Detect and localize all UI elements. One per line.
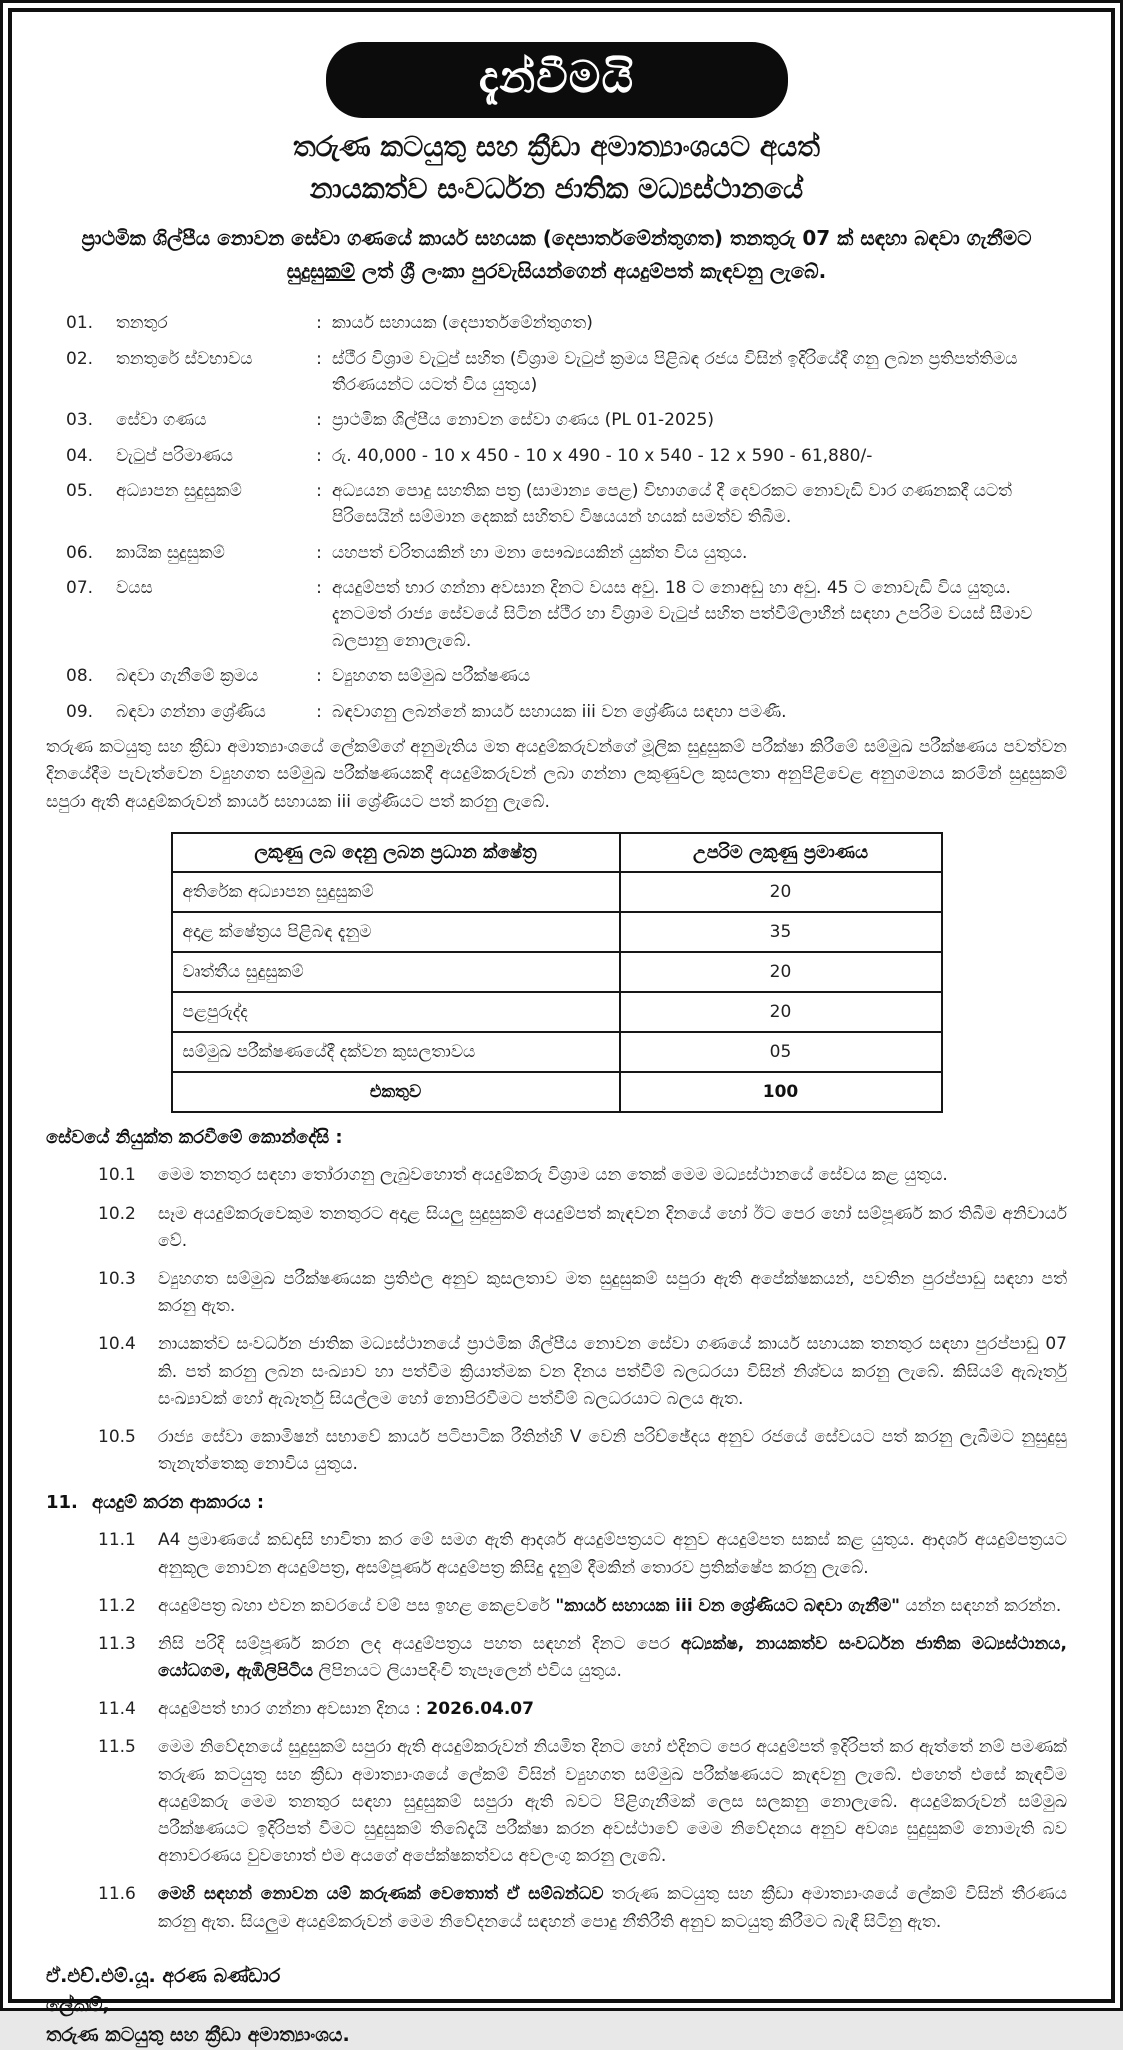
condition-text: මෙම තනතුර සඳහා තෝරාගනු ලැබුවහොත් අයදුම්කරු විශ්‍රාම යන තෙක් මෙම මධ්‍යස්ථානයේ සේවය කළ යුතුය. — [158, 1165, 948, 1186]
spec-row-education — [66, 478, 1067, 531]
spec-colon: : — [316, 313, 322, 334]
spec-number: 04. — [66, 445, 94, 466]
apply-section-number: 11. — [46, 1492, 78, 1514]
condition-text: රාජ්‍ය සේවා කොමිෂන් සභාවේ කාර්ය පටිපාටික රීතින්හි V වෙනි පරිච්ඡේදය අනුව රජයේ සේවයට පත් කරනු ලැබීමට නුසුදුසු තැනැත්තෙකු නොවිය යුතුය. — [158, 1426, 1067, 1475]
table-row — [172, 912, 942, 952]
apply-item-text: මෙහි සඳහන් නොවන යම් කරුණක් වෙතොත් ඒ සම්බන්ධව තරුණ කටයුතු සහ ක්‍රීඩා අමාත්‍යාංශයේ ලේකම් විසින් තීරණය කරනු ඇත. සියලුම අයදුම්කරුවන් මෙම නිවේදනයේ සඳහන් පොදු නීතිරීති අනුව කටයුතු කිරීමට බැඳී සිටිනු ඇත. — [158, 1884, 1067, 1932]
condition-number: 10.4 — [98, 1334, 136, 1355]
spec-value: ව්‍යුහගත සම්මුඛ පරීක්ෂණය — [332, 666, 531, 687]
spec-number: 05. — [66, 481, 94, 502]
apply-item — [98, 1734, 1067, 1870]
spec-value: අධ්‍යයන පොදු සහතික පත්‍ර (සාමාන්‍ය පෙළ) විභාගයේ දී දෙවරකට නොවැඩි වාර ගණනකදී යටත් පිරිසෙයින් සම්මාන දෙකක් සහිතව විෂයයන් හයක් සමත්ව තිබීම. — [332, 481, 1012, 528]
apply-instructions-list — [46, 1527, 1067, 1935]
spec-number: 07. — [66, 578, 94, 599]
spec-row-recruitment-method — [66, 663, 1067, 689]
condition-number: 10.1 — [98, 1165, 136, 1186]
marks-table-col1-header: ලකුණු ලබ දෙනු ලබන ප්‍රධාන ක්ෂේත්‍ර — [172, 833, 620, 872]
spec-row-age — [66, 575, 1067, 654]
spec-label: අධ්‍යාපන සුදුසුකම් — [116, 481, 242, 502]
spec-number: 09. — [66, 701, 94, 722]
marks-value: 20 — [620, 872, 942, 912]
spec-number: 02. — [66, 348, 94, 369]
apply-item-text: අයදුම්පත්‍ර බහා එවන කවරයේ වම් පස ඉහළ කෙළවරේ "කාර්ය සහායක iii වන ශ්‍රේණියට බඳවා ගැනීම" යන්න සඳහන් කරන්න. — [158, 1595, 1062, 1616]
apply-item-text: නිසි පරිදි සම්පූර්ණ කරන ලද අයදුම්පත්‍රය පහත සඳහන් දිනට පෙර අධ්‍යක්ෂ, නායකත්ව සංවර්ධන ජාතික මධ්‍යස්ථානය, යෝධගම, ඇඹිලිපිටිය ලිපිනයට ලියාපදිංචි තැපෑලෙන් එවිය යුතුය. — [158, 1633, 1067, 1682]
marks-table-col2-header: උපරිම ලකුණු ප්‍රමාණය — [620, 833, 942, 872]
apply-section-heading-row — [46, 1492, 1067, 1513]
apply-item-text: අයදුම්පත් භාර ගන්නා අවසාන දිනය : 2026.04.07 — [158, 1699, 534, 1720]
apply-item-text: A4 ප්‍රමාණයේ කඩදාසි භාවිතා කර මේ සමග ඇති ආදර්ශ අයදුම්පත්‍රයට අනුව අයදුම්පත සකස් කළ යුතුය. ආදර්ශ අයදුම්පත්‍රයට අනුකූල නොවන අයදුම්පත්‍ර, අසම්පූර්ණ අයදුම්පත්‍ර කිසිදු දැනුම් දීමකින් තොරව ප්‍රතික්ෂේප කරනු ලැබේ. — [158, 1530, 1067, 1578]
spec-label: කායික සුදුසුකම් — [116, 542, 225, 563]
apply-item — [98, 1593, 1067, 1620]
centre-heading: නායකත්ව සංවර්ධන ජාතික මධ්‍යස්ථානයේ — [309, 172, 804, 206]
table-row — [172, 872, 942, 912]
condition-item — [98, 1162, 1067, 1189]
marks-area: පළපුරුද්ද — [172, 992, 620, 1032]
spec-value: රු. 40,000 - 10 x 450 - 10 x 490 - 10 x 540 - 12 x 590 - 61,880/- — [332, 445, 873, 466]
ministry-heading: තරුණ කටයුතු සහ ක්‍රීඩා අමාත්‍යාංශයට අයත් — [293, 130, 820, 164]
table-row — [172, 1032, 942, 1072]
spec-value: කාර්ය සහායක (දෙපාර්තමේන්තුගත) — [332, 313, 593, 334]
spec-row-post — [66, 310, 1067, 336]
spec-colon: : — [316, 410, 322, 431]
condition-number: 10.2 — [98, 1203, 136, 1224]
marks-total-value: 100 — [620, 1072, 942, 1112]
marks-table-header-row — [172, 833, 942, 872]
condition-text: සෑම අයදුම්කරුවෙකුම තනතුරට අදාළ සියලු සුදුසුකම් අයදුම්පත් කැඳවන දිනයේ හෝ ඊට පෙර හෝ සම්පූර්ණ කර තිබීම අනිවාර්ය වේ. — [158, 1203, 1067, 1251]
marks-total-row — [172, 1072, 942, 1112]
signature-block — [46, 1962, 1067, 2050]
marks-total-label: එකතුව — [172, 1072, 620, 1112]
apply-item-text: මෙම නිවේදනයේ සුදුසුකම් සපුරා ඇති අයදුම්කරුවන් නියමිත දිනට හෝ එදිනට පෙර අයදුම්පත් ඉදිරිපත් කර ඇත්තේ නම් පමණක් තරුණ කටයුතු සහ ක්‍රීඩා අමාත්‍යාංශයේ ලේකම් විසින් ව්‍යුහගත සම්මුඛ පරීක්ෂණයට කැඳවනු ලැබේ. එහෙත් එසේ කැඳවීම අයදුම්කරු මෙම තනතුර සඳහා සුදුසුකම් සපුරා ඇති බවට පිළිගැනීමක් ලෙස සලකනු නොලැබේ. අයදුම්කරුවන් සම්මුඛ පරීක්ෂණයට ඉදිරිපත් වීමට සුදුසුකම් තිබේදැයි පරීක්ෂා කරන අවස්ථාවේ මෙම නිවේදනය අනුව අවශ්‍ය සුදුසුකම් නොමැති බව අනාවරණය වුවහොත් එම අයගේ අපේක්ෂකත්වය අවලංගු කරනු ලැබේ. — [158, 1737, 1067, 1867]
signatory-name: ඒ.එච්.එම්.යූ. අරණ බණ්ඩාර — [46, 1964, 281, 1987]
spec-number: 08. — [66, 666, 94, 687]
spec-colon: : — [316, 481, 322, 502]
marks-value: 20 — [620, 992, 942, 1032]
announcement-banner — [326, 42, 788, 118]
spec-colon: : — [316, 542, 322, 563]
conditions-list — [46, 1162, 1067, 1478]
condition-item — [98, 1201, 1067, 1255]
apply-item — [98, 1527, 1067, 1581]
marks-area: අදාළ ක්ෂේත්‍රය පිළිබඳ දැනුම — [172, 912, 620, 952]
apply-item-number: 11.5 — [98, 1737, 136, 1758]
condition-item — [98, 1424, 1067, 1478]
spec-row-nature — [66, 346, 1067, 399]
notice-inner-frame — [8, 8, 1115, 2046]
signatory-organization: තරුණ කටයුතු සහ ක්‍රීඩා අමාත්‍යාංශය. — [46, 2023, 350, 2046]
intro-text-2: ලත් ශ්‍රී ලංකා පුරවැසියන්ගෙන් අයදුම්පත් කැඳවනු ලැබේ. — [355, 259, 827, 284]
condition-number: 10.5 — [98, 1426, 136, 1447]
apply-section-heading: අයදුම් කරන ආකාරය : — [92, 1492, 265, 1514]
spec-row-recruitment-grade — [66, 699, 1067, 725]
spec-label: වයස — [116, 578, 153, 599]
apply-item-closing-date — [98, 1696, 1067, 1723]
spec-label: තනතුර — [116, 313, 168, 334]
spec-colon: : — [316, 666, 322, 687]
table-row — [172, 992, 942, 1032]
spec-colon: : — [316, 701, 322, 722]
spec-value: ස්ථීර විශ්‍රාම වැටුප් සහිත (විශ්‍රාම වැටුප් ක්‍රමය පිළිබඳ රජය විසින් ඉදිරියේදී ගනු ලබන ප්‍රතිපත්තිමය තීරණයන්ට යටත් විය යුතුය) — [332, 348, 1018, 396]
spec-number: 03. — [66, 410, 94, 431]
table-row — [172, 952, 942, 992]
spec-colon: : — [316, 445, 322, 466]
condition-text: නායකත්ව සංවර්ධන ජාතික මධ්‍යස්ථානයේ ප්‍රාථමික ශිල්පීය නොවන සේවා ගණයේ කාර්ය සහායක තනතුර සඳහා පුරප්පාඩු 07 කි. පත් කරනු ලබන සංඛ්‍යාව හා පත්වීම ක්‍රියාත්මක වන දිනය පත්වීම් බලධරයා විසින් නිශ්චය කරනු ලැබේ. කිසියම් ඇබෑර්තු සංඛ්‍යාවක් හෝ ඇබෑර්තු සියල්ලම හෝ නොපිරවීමට පත්වීම් බලධරයාට බලය ඇත. — [158, 1334, 1067, 1409]
spec-label: වැටුප් පරිමාණය — [116, 445, 234, 466]
spec-label: තනතුරේ ස්වභාවය — [116, 348, 253, 369]
marks-value: 05 — [620, 1032, 942, 1072]
spec-value: යහපත් චරිතයකින් හා මනා සෞඛ්‍යයකින් යුක්ත විය යුතුය. — [332, 542, 748, 563]
announcement-title: දැන්වීමයි — [478, 52, 635, 103]
spec-label: බඳවා ගන්නා ශ්‍රේණිය — [116, 701, 266, 722]
spec-label: බඳවා ගැනීමේ ක්‍රමය — [116, 666, 259, 687]
apply-item-number: 11.4 — [98, 1699, 136, 1720]
marks-value: 35 — [620, 912, 942, 952]
intro-paragraph — [66, 222, 1046, 288]
apply-item-number: 11.1 — [98, 1530, 136, 1551]
apply-item — [98, 1631, 1067, 1685]
spec-value: ප්‍රාථමික ශිල්පීය නොවන සේවා ගණය (PL 01-2025) — [332, 410, 715, 431]
marks-value: 20 — [620, 952, 942, 992]
condition-text: ව්‍යුහගත සම්මුඛ පරීක්ෂණයක ප්‍රතිඵල අනුව කුසලතාව මත සුදුසුකම් සපුරා ඇති අපේක්ෂකයන්, පවතින පුරප්පාඩු සඳහා පත් කරනු ඇත. — [158, 1269, 1067, 1317]
condition-item — [98, 1266, 1067, 1320]
apply-item-number: 11.2 — [98, 1595, 136, 1616]
signatory-role: ලේකම්, — [46, 1994, 110, 2017]
merit-paragraph: තරුණ කටයුතු සහ ක්‍රීඩා අමාත්‍යාංශයේ ලේකම්ගේ අනුමැතිය මත අයදුම්කරුවන්ගේ මූලික සුදුසුකම් පරීක්ෂා කිරීමේ සම්මුඛ පරීක්ෂණය පවත්වන දිනයේදීම පැවැත්වෙන ව්‍යුහගත සම්මුඛ පරීක්ෂණයකදී අයදුම්කරුවන් ලබා ගන්නා ලකුණුවල කුසලතා අනුපිළිවෙළ අනුගමනය කරමින් සුදුසුකම් සපුරා ඇති අයදුම්කරුවන් කාර්ය සහායක iii ශ්‍රේණියට පත් කරනු ලැබේ. — [46, 736, 1067, 812]
marks-area: අතිරේක අධ්‍යාපන සුදුසුකම් — [172, 872, 620, 912]
condition-item — [98, 1331, 1067, 1413]
marks-area: සම්මුඛ පරීක්ෂණයේදී දක්වන කුසලතාවය — [172, 1032, 620, 1072]
spec-row-physical — [66, 540, 1067, 566]
spec-row-service-category — [66, 407, 1067, 433]
spec-number: 01. — [66, 313, 94, 334]
closing-date: 2026.04.07 — [426, 1699, 534, 1720]
spec-label: සේවා ගණය — [116, 410, 207, 431]
spec-row-salary-scale — [66, 443, 1067, 469]
spec-value: බඳවාගනු ලබන්නේ කාර්ය සහායක iii වන ශ්‍රේණිය සඳහා පමණී. — [332, 701, 787, 722]
spec-value: අයදුම්පත් භාර ගන්නා අවසාන දිනට වයස අවු. 18 ට නොඅඩු හා අවු. 45 ට නොවැඩි විය යුතුය. දැනටමත් රාජ්‍ය සේවයේ සිටින ස්ථීර හා විශ්‍රාම වැටුප් සහිත පත්වීම්ලාභීන් සඳහා උපරිම වයස් සීමාව බලපානු නොලැබේ. — [332, 578, 1033, 651]
apply-item-number: 11.6 — [98, 1884, 136, 1905]
marks-table — [171, 832, 943, 1113]
spec-colon: : — [316, 578, 322, 599]
spec-number: 06. — [66, 542, 94, 563]
apply-item-number: 11.3 — [98, 1633, 136, 1654]
condition-number: 10.3 — [98, 1269, 136, 1290]
specification-list — [46, 310, 1067, 724]
intro-text-1: ප්‍රාථමික ශිල්පීය නොවන සේවා ගණයේ කාර්ය සහයක (දෙපාර්තමේන්තුගත) තනතුරු 07 ක් සඳහා බඳවා ගැනීමට — [81, 226, 1032, 251]
conditions-heading: සේවයේ නියුක්ත කරවීමේ කොන්දේසි : — [46, 1127, 343, 1149]
intro-underlined-word: සුදුසුකම් — [286, 259, 356, 284]
marks-area: වෘත්තීය සුදුසුකම් — [172, 952, 620, 992]
spec-colon: : — [316, 348, 322, 369]
apply-item — [98, 1881, 1067, 1935]
